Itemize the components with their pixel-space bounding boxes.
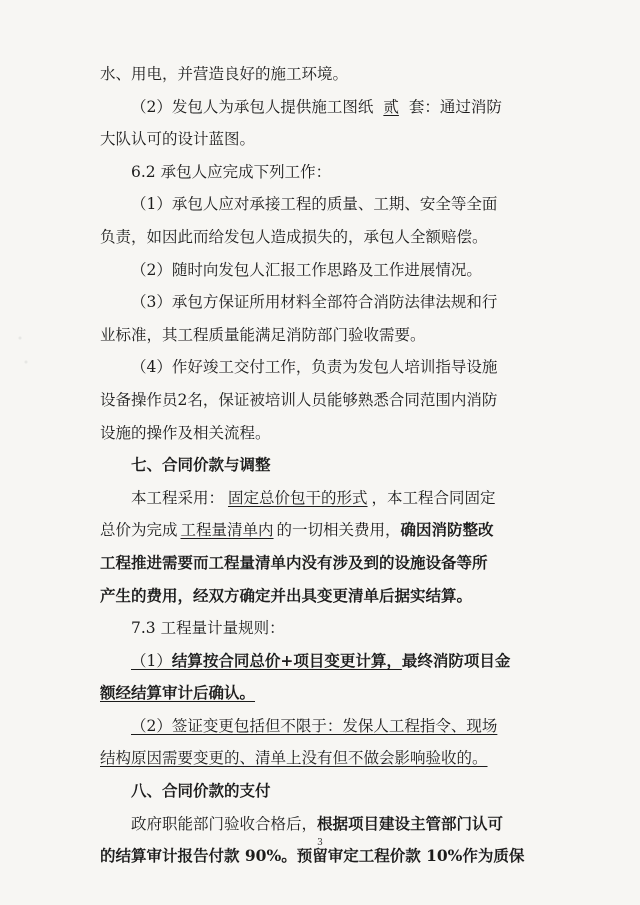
- section-heading: 6.2 承包人应完成下列工作：: [131, 162, 332, 181]
- paragraph-line: 的结算审计报告付款 90%。预留审定工程价款 10%作为质保: [100, 846, 525, 866]
- paragraph-line: 设施的操作及相关流程。: [100, 423, 271, 442]
- paragraph-line: （1）结算按合同总价+项目变更计算，最终消防项目金: [131, 650, 511, 670]
- chapter-heading: 七、合同价款与调整: [131, 455, 271, 475]
- document-body: [100, 58, 542, 873]
- underlined-blank: 贰: [383, 97, 399, 116]
- section-heading: 7.3 工程量计量规则：: [131, 619, 285, 638]
- paragraph-line: 结构原因需要变更的、清单上没有但不做会影响验收的。: [100, 749, 488, 768]
- paragraph-line: （1）承包人应对承接工程的质量、工期、安全等全面: [131, 195, 498, 214]
- paragraph-line: 总价为完成 工程量清单内 的一切相关费用，确因消防整改: [100, 520, 494, 540]
- paragraph-line: （3）承包方保证所用材料全部符合消防法律法规和行: [131, 293, 498, 312]
- paragraph-line: 水、用电，并营造良好的施工环境。: [100, 65, 349, 83]
- paragraph-line: （2）随时向发包人汇报工作思路及工作进展情况。: [131, 260, 482, 279]
- page-number: 3: [317, 838, 323, 848]
- paragraph-line: 政府职能部门验收合格后，根据项目建设主管部门认可: [131, 813, 504, 833]
- paragraph-line: 本工程采用： 固定总价包干的形式 ，本工程合同固定: [131, 488, 496, 507]
- underlined-text: 工程量清单内: [180, 521, 274, 540]
- paragraph-line: 工程推进需要而工程量清单内没有涉及到的设施设备等所: [100, 552, 488, 572]
- paragraph-line: （2）发包人为承包人提供施工图纸 贰 套：通过消防: [131, 97, 502, 116]
- scan-speck: [8, 320, 38, 380]
- underlined-bold-text: 结算按合同总价+项目变更计算，: [171, 650, 402, 670]
- paragraph-line: 大队认可的设计蓝图。: [100, 130, 256, 149]
- paragraph-line: 额经结算审计后确认。: [100, 683, 256, 703]
- paragraph-line: （4）作好竣工交付工作，负责为发包人培训指导设施: [131, 358, 498, 377]
- chapter-heading: 八、合同价款的支付: [131, 781, 271, 801]
- paragraph-line: 负责，如因此而给发包人造成损失的，承包人全额赔偿。: [100, 227, 488, 246]
- paragraph-line: 产生的费用，经双方确定并出具变更清单后据实结算。: [100, 585, 473, 605]
- paragraph-line: 业标准，其工程质量能满足消防部门验收需要。: [100, 325, 426, 344]
- underlined-text: 固定总价包干的形式: [228, 488, 368, 507]
- paragraph-line: 设备操作员2名，保证被培训人员能够熟悉合同范围内消防: [100, 390, 498, 409]
- paragraph-line: （2）签证变更包括但不限于：发保人工程指令、现场: [131, 716, 498, 735]
